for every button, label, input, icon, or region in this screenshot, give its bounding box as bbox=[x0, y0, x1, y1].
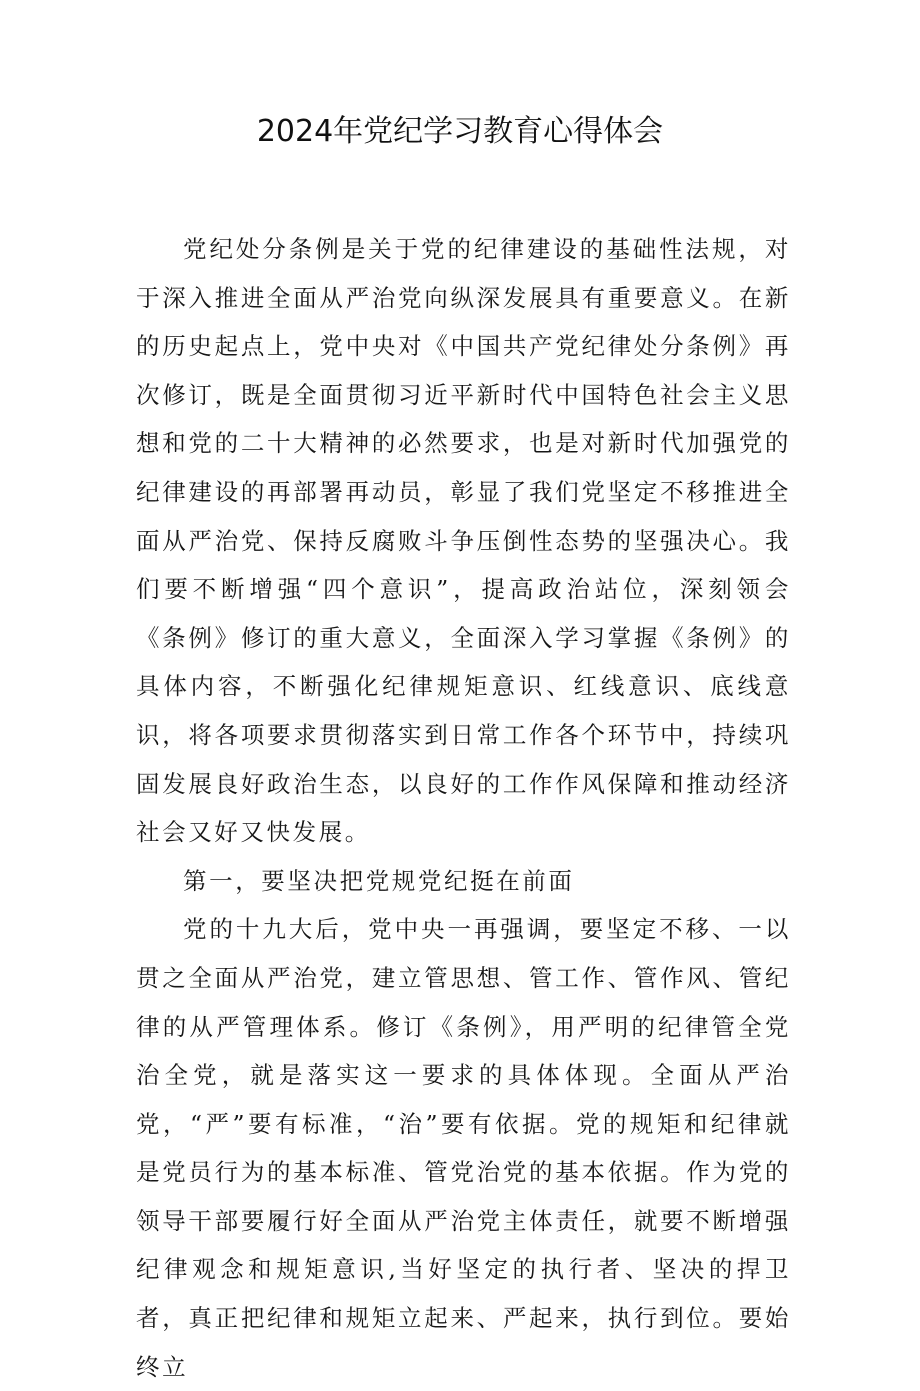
paragraph-intro: 党纪处分条例是关于党的纪律建设的基础性法规，对于深入推进全面从严治党向纵深发展具有重要意义。在新的历史起点上，党中央对《中国共产党纪律处分条例》再次修订，既是全面贯彻习近平新时代中国特色社会主义思想和党的二十大精神的必然要求，也是对新时代加强党的纪律建设的再部署再动员，彰显了我们党坚定不移推进全面从严治党、保持反腐败斗争压倒性态势的坚强决心。我们要不断增强“四个意识”，提高政治站位，深刻领会《条例》修订的重大意义，全面深入学习掌握《条例》的具体内容，不断强化纪律规矩意识、红线意识、底线意识，将各项要求贯彻落实到日常工作各个环节中，持续巩固发展良好政治生态，以良好的工作作风保障和推动经济社会又好又快发展。 bbox=[136, 235, 791, 847]
document-title: 2024年党纪学习教育心得体会 bbox=[256, 114, 664, 149]
section-heading-first: 第一，要坚决把党规党纪挺在前面 bbox=[183, 866, 575, 895]
document-body bbox=[136, 225, 791, 1391]
paragraph-first-section: 党的十九大后，党中央一再强调，要坚定不移、一以贯之全面从严治党，建立管思想、管工作、管作风、管纪律的从严管理体系。修订《条例》，用严明的纪律管全党治全党，就是落实这一要求的具体体现。全面从严治党，“严”要有标准，“治”要有依据。党的规矩和纪律就是党员行为的基本标准、管党治党的基本依据。作为党的领导干部要履行好全面从严治党主体责任，就要不断增强纪律观念和规矩意识,当好坚定的执行者、坚决的捍卫者，真正把纪律和规矩立起来、严起来，执行到位。要始终立 bbox=[136, 915, 791, 1381]
